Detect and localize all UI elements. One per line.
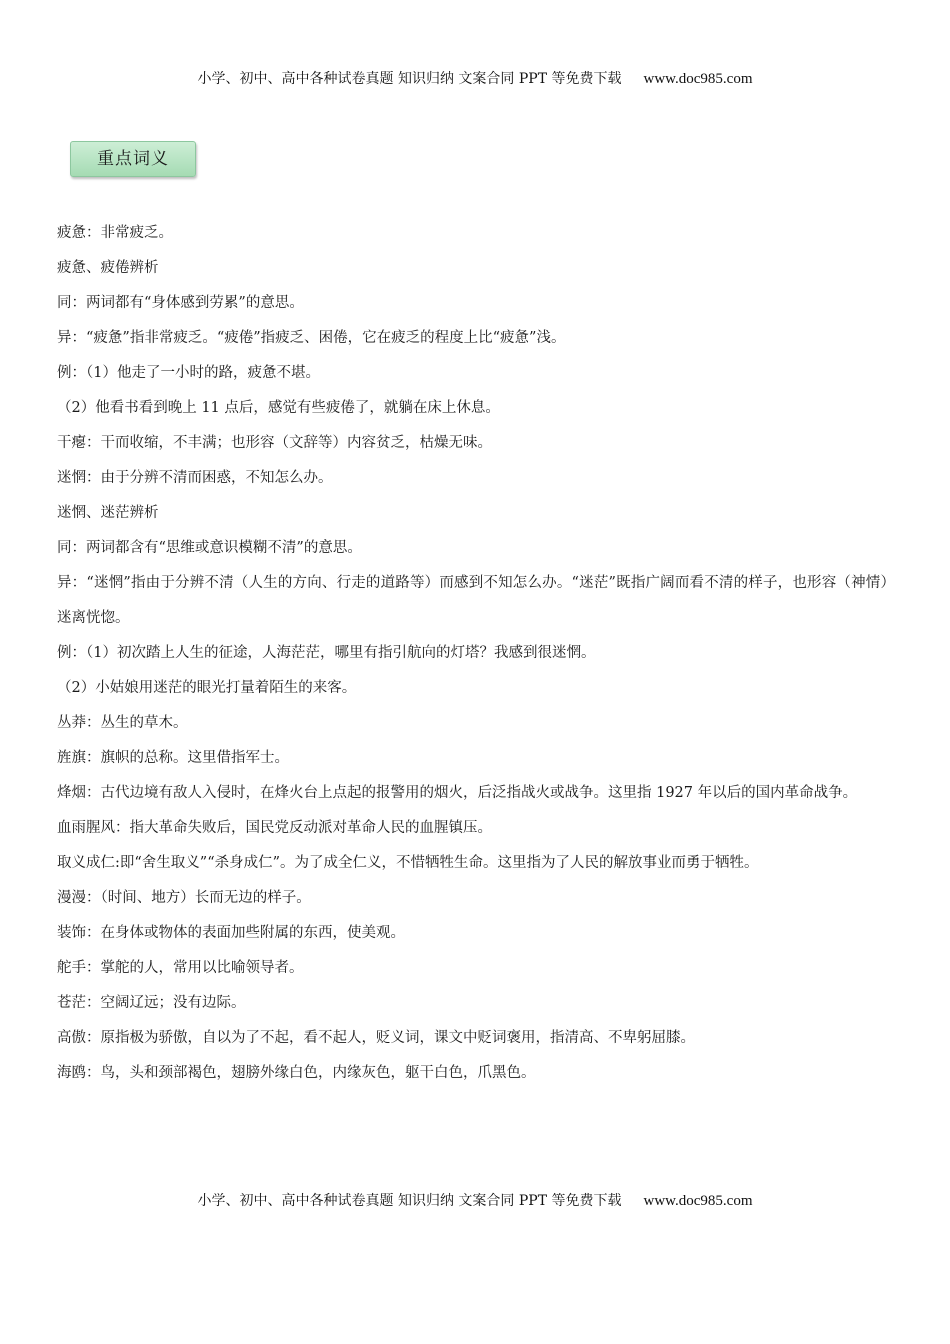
paragraph: 取义成仁:即“舍生取义”“杀身成仁”。为了成全仁义，不惜牺牲生命。这里指为了人民的解放事业而勇于牺牲。: [57, 855, 759, 871]
paragraph: （2）小姑娘用迷茫的眼光打量着陌生的来客。: [57, 680, 357, 696]
paragraph: 疲惫：非常疲乏。: [57, 225, 173, 241]
header-site-link[interactable]: www.doc985.com: [643, 71, 753, 87]
paragraph: 例：（1）初次踏上人生的征途，人海茫茫，哪里有指引航向的灯塔？我感到很迷惘。: [57, 645, 596, 661]
paragraph: 迷惘：由于分辨不清而困惑，不知怎么办。: [57, 470, 333, 486]
paragraph: 同：两词都有“身体感到劳累”的意思。: [57, 295, 304, 311]
paragraph: 迷惘、迷茫辨析: [57, 505, 159, 521]
footer-site-link[interactable]: www.doc985.com: [643, 1193, 753, 1209]
paragraph: 例：（1）他走了一小时的路，疲惫不堪。: [57, 365, 320, 381]
paragraph: （2）他看书看到晚上 11 点后，感觉有些疲倦了，就躺在床上休息。: [57, 400, 500, 416]
paragraph: 装饰：在身体或物体的表面加些附属的东西，使美观。: [57, 925, 405, 941]
paragraph: 漫漫：（时间、地方）长而无边的样子。: [57, 890, 311, 906]
paragraph: 异：“迷惘”指由于分辨不清（人生的方向、行走的道路等）而感到不知怎么办。“迷茫”既指广阔而看不清的样子，也形容（神情）迷离恍惚。: [57, 575, 895, 626]
paragraph: 舵手：掌舵的人，常用以比喻领导者。: [57, 960, 304, 976]
paragraph: 旌旗：旗帜的总称。这里借指军士。: [57, 750, 289, 766]
paragraph: 烽烟：古代边境有敌人入侵时，在烽火台上点起的报警用的烟火，后泛指战火或战争。这里指 1927 年以后的国内革命战争。: [57, 785, 858, 801]
header-text: 小学、初中、高中各种试卷真题 知识归纳 文案合同 PPT 等免费下载: [197, 71, 622, 87]
paragraph: 苍茫：空阔辽远；没有边际。: [57, 995, 246, 1011]
section-title: 重点词义: [97, 149, 169, 169]
paragraph: 干瘪：干而收缩，不丰满；也形容（文辞等）内容贫乏，枯燥无味。: [57, 435, 492, 451]
paragraph: 海鸥：鸟，头和颈部褐色，翅膀外缘白色，内缘灰色，躯干白色，爪黑色。: [57, 1065, 536, 1081]
paragraph: 丛莽：丛生的草木。: [57, 715, 188, 731]
paragraph: 高傲：原指极为骄傲，自以为了不起，看不起人，贬义词，课文中贬词褒用，指清高、不卑躬屈膝。: [57, 1030, 695, 1046]
paragraph: 疲惫、疲倦辨析: [57, 260, 159, 276]
page-footer: [0, 1191, 950, 1211]
page-header: [0, 69, 950, 89]
vocabulary-content: [57, 216, 895, 1091]
section-title-tab: [70, 141, 196, 177]
paragraph: 血雨腥风：指大革命失败后，国民党反动派对革命人民的血腥镇压。: [57, 820, 492, 836]
footer-text: 小学、初中、高中各种试卷真题 知识归纳 文案合同 PPT 等免费下载: [197, 1193, 622, 1209]
paragraph: 异：“疲惫”指非常疲乏。“疲倦”指疲乏、困倦，它在疲乏的程度上比“疲惫”浅。: [57, 330, 566, 346]
paragraph: 同：两词都含有“思维或意识模糊不清”的意思。: [57, 540, 362, 556]
